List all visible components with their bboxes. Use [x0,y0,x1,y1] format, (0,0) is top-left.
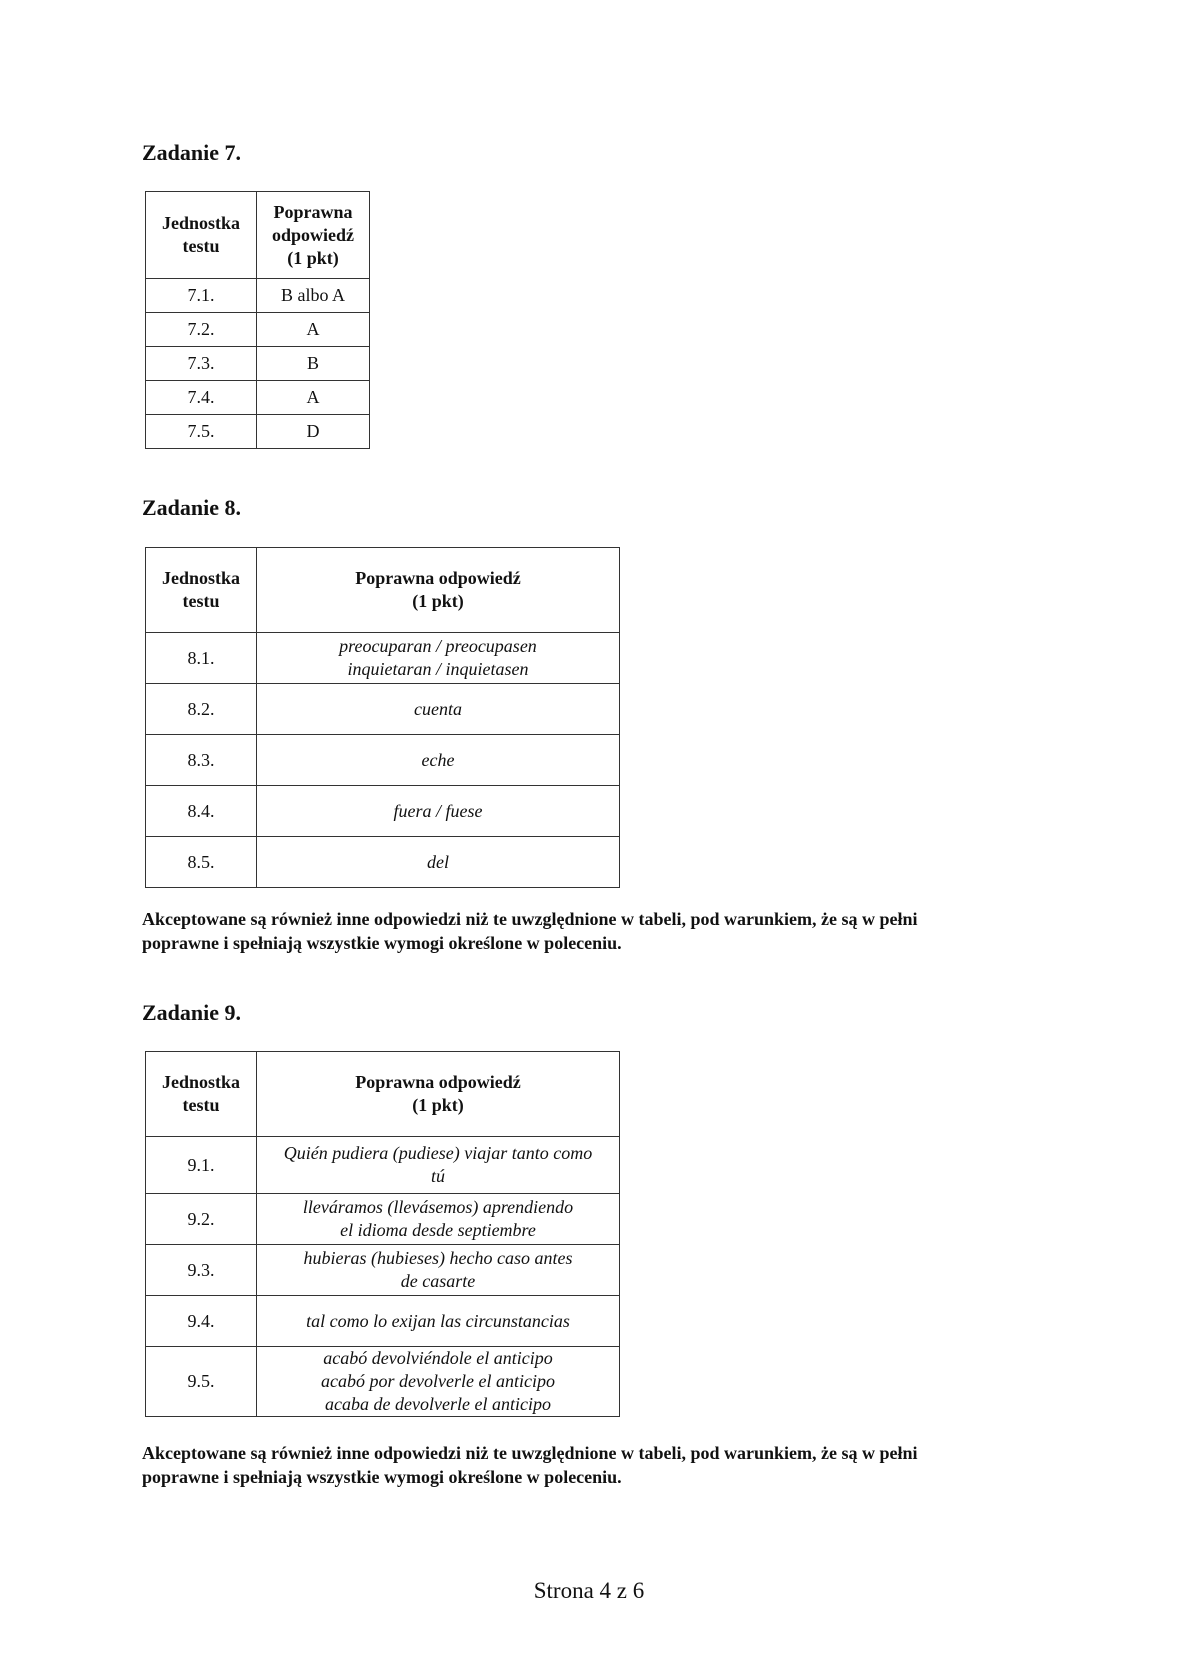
answer-cell: B [257,347,370,381]
table-header-row [146,192,370,279]
answer-cell: A [257,381,370,415]
answer-cell [257,633,620,684]
unit-cell: 8.5. [146,837,257,888]
table-row [146,381,370,415]
answer-cell [257,1347,620,1417]
answer-cell [257,786,620,837]
task-8-note [142,907,1044,955]
header-text: Jednostka [161,213,241,233]
answer-line: cuenta [414,698,462,719]
table-row [146,633,620,684]
answer-line: el idioma desde septiembre [340,1220,536,1240]
header-text: testu [182,1095,220,1115]
table-row [146,347,370,381]
task-9-title: Zadanie 9. [142,1000,242,1025]
table-row [146,1347,620,1417]
answer-line: tal como lo exijan las circunstancias [306,1310,570,1331]
answer-cell: A [257,313,370,347]
answer-line: del [427,851,449,872]
header-text: testu [182,591,220,611]
table-row [146,1296,620,1347]
table-row [146,415,370,449]
unit-cell: 7.3. [146,347,257,381]
column-header-unit [146,1052,257,1137]
column-header-unit [146,548,257,633]
table-row [146,313,370,347]
page-number: Strona 4 z 6 [533,1578,645,1603]
answer-cell [257,735,620,786]
answer-cell: B albo A [257,279,370,313]
unit-cell: 8.1. [146,633,257,684]
answer-cell [257,1245,620,1296]
task-8-title: Zadanie 8. [142,495,242,520]
answer-line: acaba de devolverle el anticipo [325,1394,551,1414]
note-line: poprawne i spełniają wszystkie wymogi określone w poleceniu. [142,933,622,953]
table-row [146,735,620,786]
task-9-note [142,1441,1044,1489]
answer-cell [257,684,620,735]
table-row [146,786,620,837]
column-header-unit [146,192,257,279]
answer-line: acabó devolviéndole el anticipo [323,1348,553,1368]
unit-cell: 7.1. [146,279,257,313]
unit-cell: 7.5. [146,415,257,449]
header-text: (1 pkt) [412,591,464,611]
answer-line: acabó por devolverle el anticipo [321,1371,555,1391]
answer-cell [257,1296,620,1347]
table-header-row [146,1052,620,1137]
answer-line: preocuparan / preocupasen [339,636,537,656]
header-text: Poprawna [273,201,353,222]
unit-cell: 8.3. [146,735,257,786]
unit-cell: 8.4. [146,786,257,837]
answer-line: eche [421,749,455,770]
table-row [146,837,620,888]
column-header-answer [257,1052,620,1137]
column-header-answer [257,192,370,279]
task-9-answer-table [145,1051,620,1417]
answer-line: fuera / fuese [393,800,483,821]
table-header-row [146,548,620,633]
answer-cell [257,837,620,888]
answer-line: de casarte [400,1271,476,1291]
header-text: testu [182,236,220,256]
task-7-title: Zadanie 7. [142,140,242,165]
unit-cell: 9.1. [146,1137,257,1194]
table-row [146,279,370,313]
table-row [146,1194,620,1245]
table-row [146,1137,620,1194]
header-text: Jednostka [161,568,241,588]
answer-cell [257,1137,620,1194]
table-row [146,1245,620,1296]
note-line: Akceptowane są również inne odpowiedzi niż te uwzględnione w tabeli, pod warunkiem, że są w pełni [142,909,918,929]
unit-cell: 9.4. [146,1296,257,1347]
answer-line: hubieras (hubieses) hecho caso antes [303,1248,573,1268]
answer-cell [257,1194,620,1245]
task-8-answer-table [145,547,620,888]
answer-cell: D [257,415,370,449]
unit-cell: 9.5. [146,1347,257,1417]
unit-cell: 8.2. [146,684,257,735]
answer-line: inquietaran / inquietasen [347,659,529,679]
unit-cell: 7.2. [146,313,257,347]
header-text: Poprawna odpowiedź [355,568,521,588]
table-row [146,684,620,735]
header-text: (1 pkt) [287,247,339,268]
answer-line: Quién pudiera (pudiese) viajar tanto como [283,1143,593,1163]
header-text: odpowiedź [271,224,354,245]
column-header-answer [257,548,620,633]
note-line: poprawne i spełniają wszystkie wymogi określone w poleceniu. [142,1467,622,1487]
unit-cell: 9.3. [146,1245,257,1296]
answer-line: lleváramos (llevásemos) aprendiendo [302,1197,574,1217]
note-line: Akceptowane są również inne odpowiedzi niż te uwzględnione w tabeli, pod warunkiem, że są w pełni [142,1443,918,1463]
task-7-answer-table [145,191,370,449]
header-text: Jednostka [161,1072,241,1092]
unit-cell: 7.4. [146,381,257,415]
header-text: Poprawna odpowiedź [355,1072,521,1092]
header-text: (1 pkt) [412,1095,464,1115]
unit-cell: 9.2. [146,1194,257,1245]
answer-line: tú [430,1166,445,1186]
